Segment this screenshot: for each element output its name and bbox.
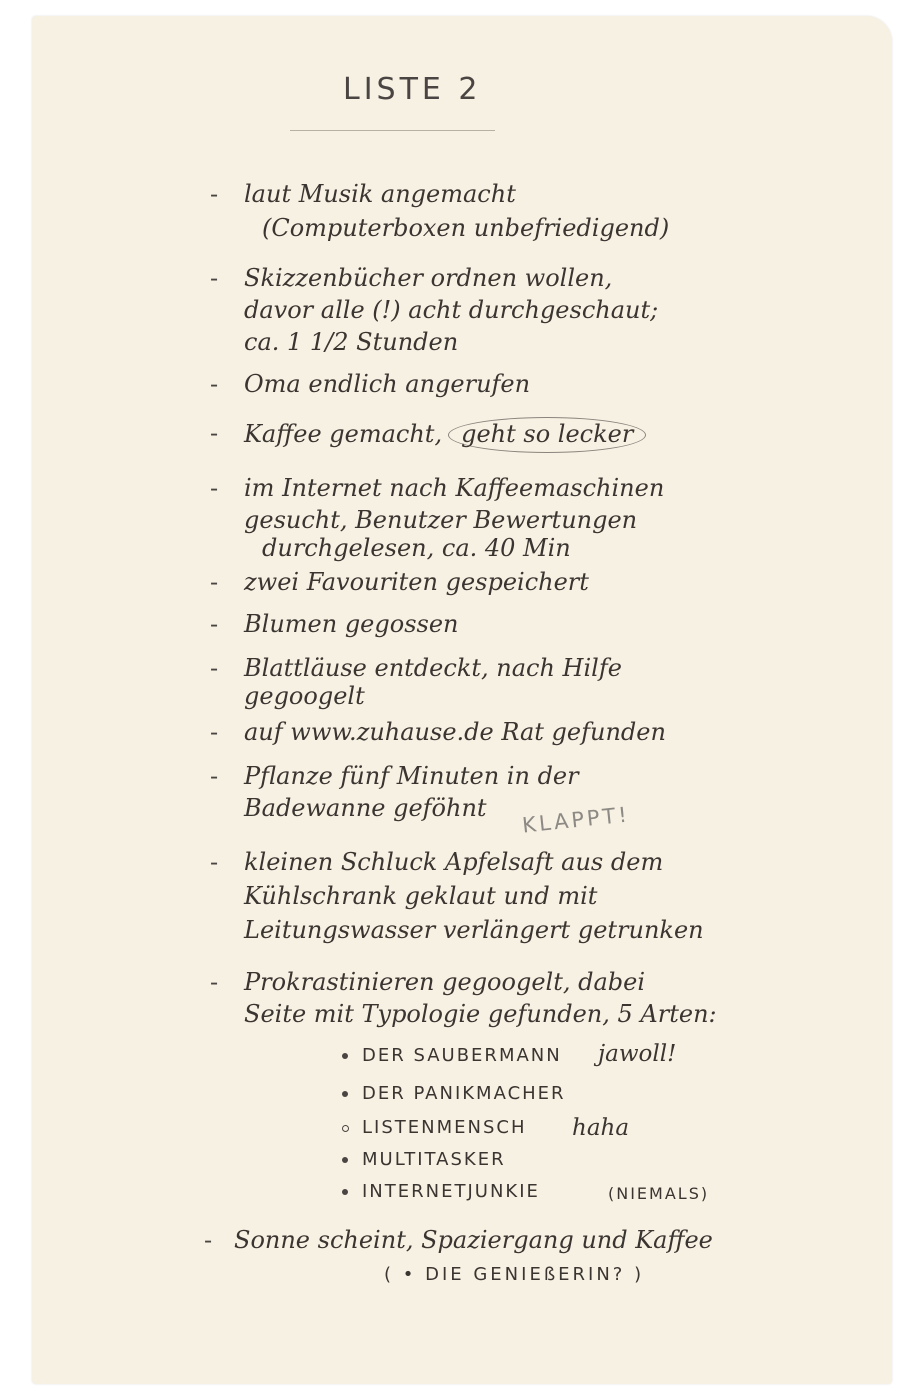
list-dash: - — [210, 568, 219, 596]
list-dash: - — [210, 848, 219, 876]
list-item-line: Sonne scheint, Spaziergang und Kaffee — [234, 1226, 713, 1254]
bullet-dot — [342, 1157, 348, 1163]
list-item-line: durchgelesen, ca. 40 Min — [262, 534, 571, 562]
list-item-line: zwei Favouriten gespeichert — [244, 568, 589, 596]
list-item-line: Pflanze fünf Minuten in der — [244, 762, 579, 790]
list-item-line: davor alle (!) acht durchgeschaut; — [244, 296, 659, 324]
list-dash: - — [210, 610, 219, 638]
list-item-line: Blumen gegossen — [244, 610, 459, 638]
list-item-line: (Computerboxen unbefriedigend) — [262, 214, 670, 242]
list-item-line: auf www.zuhause.de Rat gefunden — [244, 718, 666, 746]
list-item-line: Leitungswasser verlängert getrunken — [244, 916, 704, 944]
list-dash: - — [210, 968, 219, 996]
list-dash: - — [210, 180, 219, 208]
list-item-line: ca. 1 1/2 Stunden — [244, 328, 459, 356]
pencil-note: KLAPPT! — [521, 802, 631, 838]
list-dash: - — [210, 474, 219, 502]
type-label: INTERNETJUNKIE — [362, 1181, 540, 1202]
list-dash: - — [210, 654, 219, 682]
list-item-line: im Internet nach Kaffeemaschinen — [244, 474, 665, 502]
list-item-line: gegoogelt — [244, 682, 365, 710]
list-item-line: Skizzenbücher ordnen wollen, — [244, 264, 613, 292]
list-item-line: laut Musik angemacht — [244, 180, 516, 208]
list-dash: - — [210, 762, 219, 790]
list-item-line — [244, 417, 646, 453]
list-item-main-text: Kaffee gemacht, — [244, 420, 443, 448]
type-remark: jawoll! — [598, 1041, 677, 1067]
title-underline — [290, 130, 495, 131]
list-dash: - — [210, 370, 219, 398]
type-label: DER PANIKMACHER — [362, 1083, 566, 1104]
list-dash: - — [210, 264, 219, 292]
bullet-circle — [342, 1125, 349, 1132]
type-label: MULTITASKER — [362, 1149, 506, 1170]
list-dash: - — [210, 718, 219, 746]
list-item-line: Blattläuse entdeckt, nach Hilfe — [244, 654, 622, 682]
closing-remark: ( • DIE GENIEßERIN? ) — [384, 1264, 645, 1285]
list-item-line: Oma endlich angerufen — [244, 370, 531, 398]
list-item-line: Kühlschrank geklaut und mit — [244, 882, 598, 910]
list-dash: - — [210, 419, 219, 447]
list-item-line: Seite mit Typologie gefunden, 5 Arten: — [244, 1000, 717, 1028]
list-item-line: kleinen Schluck Apfelsaft aus dem — [244, 848, 664, 876]
bullet-dot — [342, 1189, 348, 1195]
type-remark: haha — [572, 1115, 630, 1141]
list-dash: - — [204, 1226, 213, 1254]
bullet-dot — [342, 1091, 348, 1097]
type-remark: (NIEMALS) — [608, 1184, 710, 1203]
page-title: LISTE 2 — [343, 72, 482, 107]
list-item-line: gesucht, Benutzer Bewertungen — [244, 506, 638, 534]
type-label: LISTENMENSCH — [362, 1117, 527, 1138]
type-label: DER SAUBERMANN — [362, 1045, 562, 1066]
list-item-line: Badewanne geföhnt — [244, 794, 487, 822]
circled-remark: geht so lecker — [448, 417, 646, 453]
list-item-line: Prokrastinieren gegoogelt, dabei — [244, 968, 646, 996]
bullet-dot — [342, 1053, 348, 1059]
